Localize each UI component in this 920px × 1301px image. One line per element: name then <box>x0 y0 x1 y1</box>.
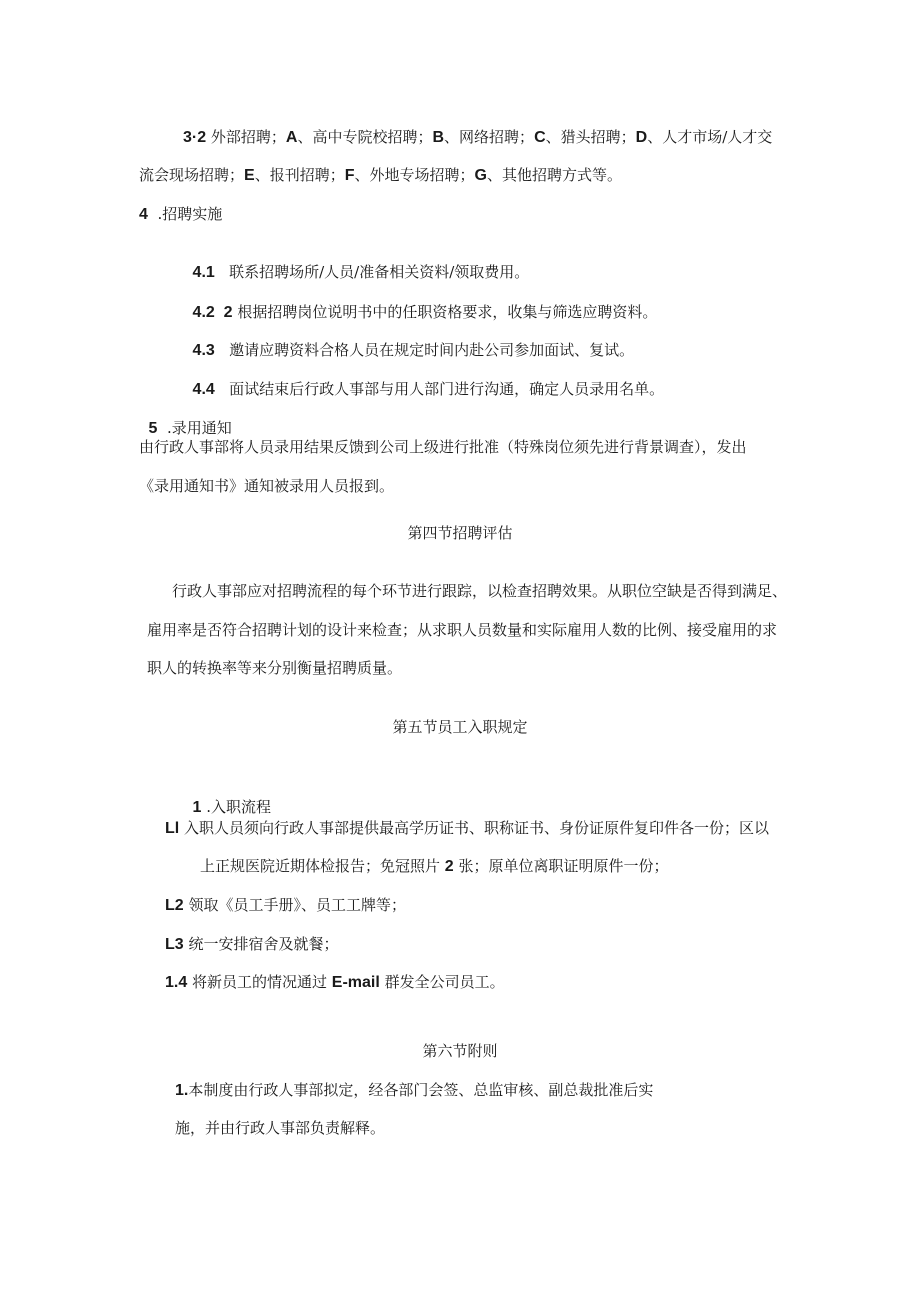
item-number: 1. <box>175 1082 189 1099</box>
section-5-paragraph-line1: 由行政人事部将人员录用结果反馈到公司上级进行批准（特殊岗位须先进行背景调查），发出 <box>139 438 747 456</box>
onboarding-item-4 <box>165 972 505 993</box>
item-number: 4.3 <box>192 342 215 359</box>
item-3-2-line2 <box>139 165 622 186</box>
item-text: 联系招聘场所/人员/准备相关资料/领取费用。 <box>214 263 530 281</box>
heading-section-5: 第五节员工入职规定 <box>392 718 528 736</box>
onboarding-heading <box>183 777 271 818</box>
option-letter: G <box>474 167 487 184</box>
item-number: L3 <box>165 936 184 953</box>
onboarding-item-2 <box>165 895 406 916</box>
appendix-line2: 施，并由行政人事部负责解释。 <box>175 1119 386 1137</box>
text-segment: 、外地专场招聘； <box>354 166 475 184</box>
item-number: Ll <box>165 820 180 837</box>
section-5-paragraph-line2: 《录用通知书》通知被录用人员报到。 <box>139 477 395 495</box>
section-number: 1 <box>192 799 202 816</box>
text-segment: 流会现场招聘； <box>139 166 245 184</box>
option-letter: E <box>244 167 255 184</box>
item-text: 张；原单位离职证明原件一份； <box>453 857 669 875</box>
item-4-4 <box>183 359 664 400</box>
section-5-heading <box>139 398 232 439</box>
option-letter: C <box>534 129 546 146</box>
section-number: 5 <box>148 420 158 437</box>
item-text: 邀请应聘资料合格人员在规定时间内赴公司参加面试、复试。 <box>214 341 635 359</box>
text-segment: 、人才市场/人才交 <box>647 128 773 146</box>
item-text: 面试结束后行政人事部与用人部门进行沟通，确定人员录用名单。 <box>214 380 665 398</box>
item-number: 3·2 <box>183 129 207 146</box>
item-text: 统一安排宿舍及就餐； <box>183 935 339 953</box>
text-segment: 、报刊招聘； <box>254 166 345 184</box>
inline-email-word: E-mail <box>331 974 380 991</box>
option-letter: D <box>635 129 648 146</box>
evaluation-line3: 职人的转换率等来分别衡量招聘质量。 <box>147 659 403 677</box>
option-letter: F <box>344 167 355 184</box>
evaluation-line2: 雇用率是否符合招聘计划的设计来检查；从求职人员数量和实际雇用人数的比例、接受雇用的求 <box>147 621 778 639</box>
item-number: L2 <box>165 897 184 914</box>
evaluation-line1: 行政人事部应对招聘流程的每个环节进行跟踪，以检查招聘效果。从职位空缺是否得到满足、 <box>172 582 788 600</box>
item-4-3 <box>183 320 634 361</box>
option-letter: B <box>432 129 445 146</box>
item-text: 入职人员须向行政人事部提供最高学历证书、职称证书、身份证原件复印件各一份；区以 <box>179 819 769 837</box>
onboarding-item-1 <box>165 818 769 839</box>
item-text: 群发全公司员工。 <box>379 973 505 991</box>
onboarding-item-3 <box>165 934 338 955</box>
heading-section-6: 第六节附则 <box>422 1042 498 1060</box>
section-title: .招聘实施 <box>147 205 223 223</box>
item-text: 领取《员工手册》、员工工牌等； <box>183 896 406 914</box>
item-text: 将新员工的情况通过 <box>187 973 332 991</box>
text-segment: 、猎头招聘； <box>545 128 636 146</box>
item-number: 4.4 <box>192 381 215 398</box>
section-4-heading <box>139 204 222 225</box>
inline-number: 2 <box>444 858 454 875</box>
item-number: 4.2 2 <box>192 304 233 321</box>
heading-section-4: 第四节招聘评估 <box>407 524 513 542</box>
appendix-line1 <box>175 1080 653 1101</box>
section-title: .入职流程 <box>201 798 271 816</box>
section-number: 4 <box>139 206 148 223</box>
item-4-2 <box>183 282 657 323</box>
item-number: 1.4 <box>165 974 188 991</box>
item-text: 根据招聘岗位说明书中的任职资格要求，收集与筛选应聘资料。 <box>232 303 658 321</box>
text-segment: 、网络招聘； <box>444 128 535 146</box>
text-segment: 、其他招聘方式等。 <box>486 166 622 184</box>
item-number: 4.1 <box>192 264 215 281</box>
text-segment: 外部招聘； <box>206 128 286 146</box>
section-title: .录用通知 <box>157 419 232 437</box>
item-text: 上正规医院近期体检报告；免冠照片 <box>200 857 445 875</box>
item-3-2-line1 <box>183 127 772 148</box>
option-letter: A <box>285 129 298 146</box>
text-segment: 、高中专院校招聘； <box>297 128 433 146</box>
onboarding-item-1-continued <box>200 856 668 877</box>
item-text: 本制度由行政人事部拟定，经各部门会签、总监审核、副总裁批准后实 <box>188 1081 654 1099</box>
item-4-1 <box>183 242 529 283</box>
